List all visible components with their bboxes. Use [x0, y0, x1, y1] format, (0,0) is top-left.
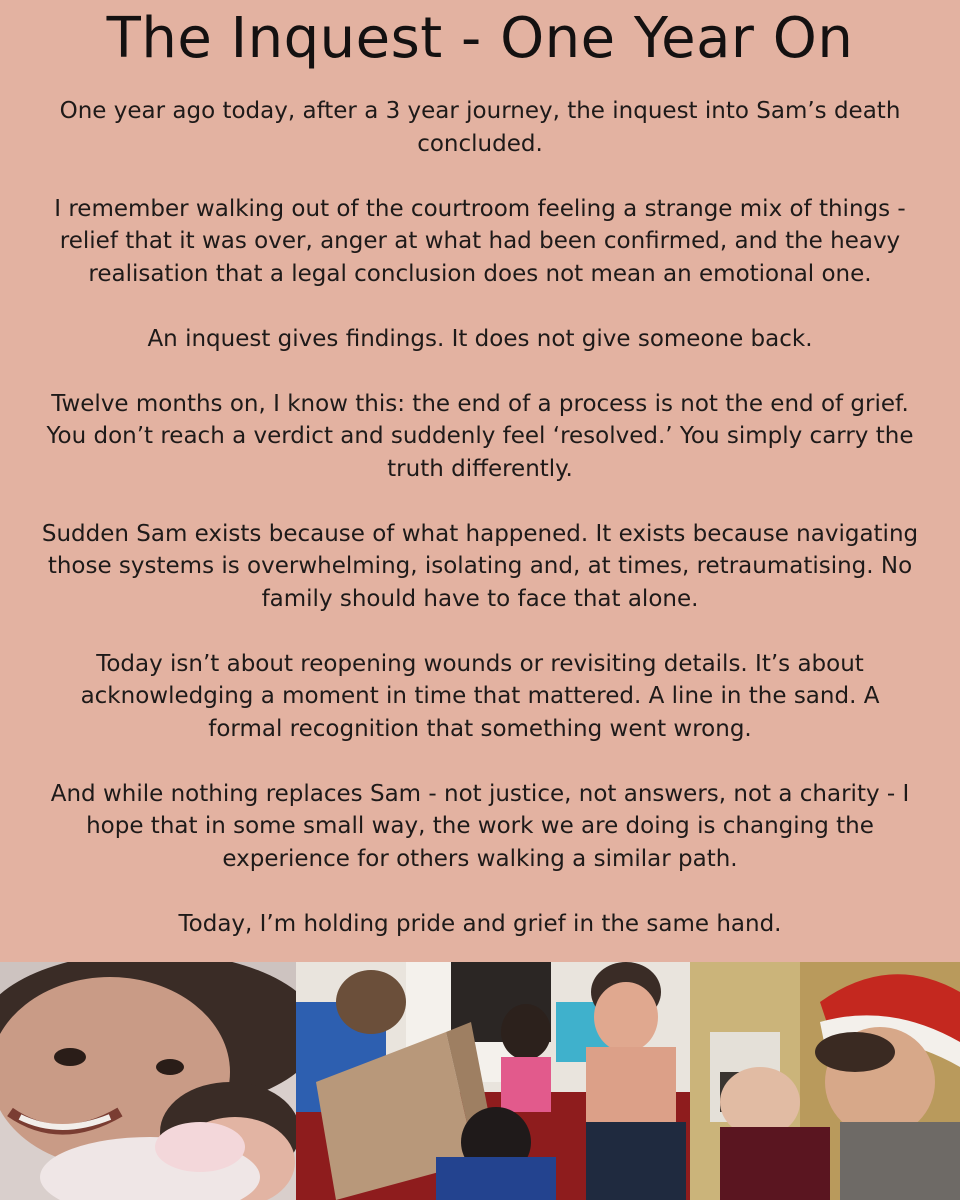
- photo-strip: [0, 962, 960, 1200]
- paragraph-4: Twelve months on, I know this: the end of a process is not the end of grief. You don’t reach a verdict and suddenly feel ‘resolved.’ You simply carry the truth differently.: [46, 390, 914, 482]
- paragraph-5: Sudden Sam exists because of what happened. It exists because navigating those systems is overwhelming, isolating and, at times, retraumatising. No family should have to face that alone.: [41, 520, 919, 612]
- paragraph-8: Today, I’m holding pride and grief in the same hand.: [178, 910, 782, 937]
- paragraph-3: An inquest gives findings. It does not give someone back.: [147, 325, 813, 352]
- photo-family-box: [296, 962, 690, 1200]
- photo-santa-hat: [690, 962, 960, 1200]
- post-body: [40, 95, 920, 940]
- paragraph-1: One year ago today, after a 3 year journey, the inquest into Sam’s death concluded.: [59, 98, 901, 157]
- paragraph-6: Today isn’t about reopening wounds or revisiting details. It’s about acknowledging a moment in time that mattered. A line in the sand. A formal recognition that something went wrong.: [80, 650, 880, 742]
- photo-selfie: [0, 962, 296, 1200]
- page-title: The Inquest - One Year On: [106, 6, 854, 71]
- paragraph-2: I remember walking out of the courtroom feeling a strange mix of things - relief that it was over, anger at what had been confirmed, and the heavy realisation that a legal conclusion does not mean an emotional one.: [54, 195, 906, 287]
- paragraph-7: And while nothing replaces Sam - not justice, not answers, not a charity - I hope that in some small way, the work we are doing is changing the experience for others walking a similar path.: [50, 780, 910, 872]
